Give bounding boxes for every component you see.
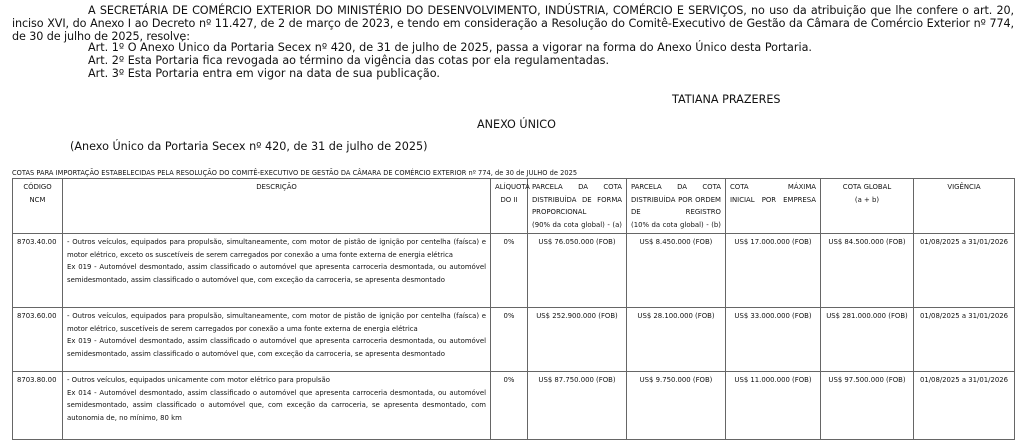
header-description: DESCRIÇÃO <box>63 179 491 234</box>
cell-description: - Outros veículos, equipados para propulsão, simultaneamente, com motor de pistão de ignição por centelha (faísca) e motor elétrico, suscetíveis de serem carregados por conexão a uma fonte externa de energia elétrica Ex 019 - Automóvel desmontado, assim classificado o automóvel que apresenta carroceria desmontada, ou automóvel semidesmontado, assim classificado o automóvel que, com exceção da carroceria, se apresenta desmontado <box>63 308 491 372</box>
cell-global-quota: US$ 97.500.000 (FOB) <box>821 372 914 440</box>
cell-ncm: 8703.60.00 <box>13 308 63 372</box>
signature: TATIANA PRAZERES <box>672 93 781 106</box>
cell-validity: 01/08/2025 a 31/01/2026 <box>914 372 1015 440</box>
cell-description: - Outros veículos, equipados unicamente com motor elétrico para propulsão Ex 014 - Automóvel desmontado, assim classificado o automóvel que apresenta carroceria desmontada, ou automóvel semidesmontado, assim classificado o automóvel que, com exceção da carroceria, se apresenta desmontado, com autonomia de, no mínimo, 80 km <box>63 372 491 440</box>
cell-ncm: 8703.80.00 <box>13 372 63 440</box>
cell-share-b: US$ 28.100.000 (FOB) <box>627 308 726 372</box>
cell-global-quota: US$ 281.000.000 (FOB) <box>821 308 914 372</box>
header-ncm: CÓDIGO NCM <box>13 179 63 234</box>
table-row <box>13 372 1015 440</box>
cell-validity: 01/08/2025 a 31/01/2026 <box>914 308 1015 372</box>
preamble-paragraph: A SECRETÁRIA DE COMÉRCIO EXTERIOR DO MINISTÉRIO DO DESENVOLVIMENTO, INDÚSTRIA, COMÉRCIO E SERVIÇOS, no uso da atribuição que lhe confere o art. 20, inciso XVI, do Anexo I ao Decreto nº 11.427, de 2 de março de 2023, e tendo em consideração a Resolução do Comitê-Executivo de Gestão da Câmara de Comércio Exterior nº 774, de 30 de julho de 2025, resolve: <box>12 4 1014 43</box>
cell-rate: 0% <box>491 308 528 372</box>
table-row <box>13 308 1015 372</box>
annex-subtitle: (Anexo Único da Portaria Secex nº 420, de 31 de julho de 2025) <box>70 140 428 153</box>
table-row <box>13 234 1015 308</box>
cell-share-a: US$ 252.900.000 (FOB) <box>528 308 627 372</box>
article-1: Art. 1º O Anexo Único da Portaria Secex nº 420, de 31 de julho de 2025, passa a vigorar na forma do Anexo Único desta Portaria. <box>88 41 812 54</box>
article-3: Art. 3º Esta Portaria entra em vigor na data de sua publicação. <box>88 67 440 80</box>
header-share-a: PARCELA DA COTA DISTRIBUÍDA DE FORMA PROPORCIONAL (90% da cota global) - (a) <box>528 179 627 234</box>
cell-rate: 0% <box>491 372 528 440</box>
cell-max-quota: US$ 33.000.000 (FOB) <box>726 308 821 372</box>
annex-title: ANEXO ÚNICO <box>477 118 556 131</box>
header-validity: VIGÊNCIA <box>914 179 1015 234</box>
table-header-row <box>13 179 1015 234</box>
cell-share-a: US$ 76.050.000 (FOB) <box>528 234 627 308</box>
header-rate: ALÍQUOTA DO II <box>491 179 528 234</box>
cell-description: - Outros veículos, equipados para propulsão, simultaneamente, com motor de pistão de ignição por centelha (faísca) e motor elétrico, exceto os suscetíveis de serem carregados por conexão a uma fonte externa de energia elétrica Ex 019 - Automóvel desmontado, assim classificado o automóvel que apresenta carroceria desmontada, ou automóvel semidesmontado, assim classificado o automóvel que, com exceção da carroceria, se apresenta desmontado <box>63 234 491 308</box>
article-2: Art. 2º Esta Portaria fica revogada ao término da vigência das cotas por ela regulamentadas. <box>88 54 610 67</box>
table-title: COTAS PARA IMPORTAÇÃO ESTABELECIDAS PELA RESOLUÇÃO DO COMITÊ-EXECUTIVO DE GESTÃO DA CÂMARA DE COMÉRCIO EXTERIOR nº 774, de 30 de JULHO de 2025 <box>12 169 578 177</box>
cell-max-quota: US$ 11.000.000 (FOB) <box>726 372 821 440</box>
header-max-quota: COTA MÁXIMA INICIAL POR EMPRESA <box>726 179 821 234</box>
header-share-b: PARCELA DA COTA DISTRIBUÍDA POR ORDEM DE REGISTRO (10% da cota global) - (b) <box>627 179 726 234</box>
cell-rate: 0% <box>491 234 528 308</box>
quota-table <box>12 178 1015 440</box>
cell-share-a: US$ 87.750.000 (FOB) <box>528 372 627 440</box>
cell-global-quota: US$ 84.500.000 (FOB) <box>821 234 914 308</box>
cell-share-b: US$ 9.750.000 (FOB) <box>627 372 726 440</box>
cell-validity: 01/08/2025 a 31/01/2026 <box>914 234 1015 308</box>
header-global-quota: COTA GLOBAL (a + b) <box>821 179 914 234</box>
cell-max-quota: US$ 17.000.000 (FOB) <box>726 234 821 308</box>
cell-share-b: US$ 8.450.000 (FOB) <box>627 234 726 308</box>
cell-ncm: 8703.40.00 <box>13 234 63 308</box>
